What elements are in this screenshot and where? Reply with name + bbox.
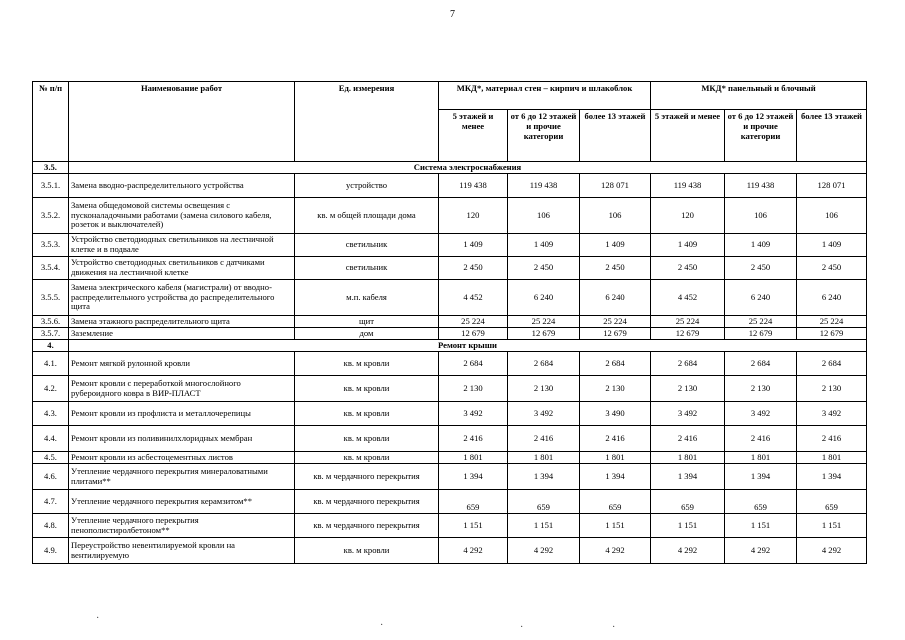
value-cell: 2 416 (508, 426, 580, 452)
unit-cell: кв. м кровли (295, 426, 439, 452)
value-cell: 25 224 (508, 316, 580, 328)
scan-mark: · (380, 620, 384, 631)
section-title: Ремонт крыши (69, 340, 867, 352)
works-cost-table (32, 81, 867, 564)
value-cell: 2 450 (797, 257, 867, 280)
unit-cell: светильник (295, 257, 439, 280)
value-cell: 1 409 (580, 234, 651, 257)
row-number: 3.5.3. (33, 234, 69, 257)
value-cell: 1 801 (725, 452, 797, 464)
value-cell: 1 409 (725, 234, 797, 257)
value-cell: 2 416 (580, 426, 651, 452)
header-name: Наименование работ (69, 82, 295, 162)
header-group-brick: МКД*, материал стен – кирпич и шлакоблок (439, 82, 651, 110)
value-cell: 128 071 (580, 174, 651, 198)
value-cell: 4 292 (725, 538, 797, 564)
section-number: 3.5. (33, 162, 69, 174)
value-cell: 12 679 (651, 328, 725, 340)
scan-mark: · (520, 622, 524, 633)
value-cell: 1 801 (508, 452, 580, 464)
header-sub: 5 этажей и менее (651, 110, 725, 162)
work-name: Ремонт кровли из профлиста и металлочерепицы (69, 402, 295, 426)
row-number: 3.5.4. (33, 257, 69, 280)
header-sub: более 13 этажей (580, 110, 651, 162)
value-cell: 2 684 (725, 352, 797, 376)
header-unit: Ед. измерения (295, 82, 439, 162)
table-row (33, 328, 867, 340)
table-row (33, 234, 867, 257)
value-cell: 2 684 (439, 352, 508, 376)
value-cell: 3 492 (797, 402, 867, 426)
value-cell: 2 684 (508, 352, 580, 376)
row-number: 4.4. (33, 426, 69, 452)
value-cell: 4 292 (439, 538, 508, 564)
value-cell: 2 684 (580, 352, 651, 376)
table-row (33, 316, 867, 328)
row-number: 3.5.5. (33, 280, 69, 316)
value-cell: 4 292 (508, 538, 580, 564)
value-cell: 119 438 (508, 174, 580, 198)
value-cell: 2 416 (439, 426, 508, 452)
unit-cell: кв. м чердачного перекрытия (295, 464, 439, 490)
value-cell: 119 438 (439, 174, 508, 198)
value-cell: 6 240 (508, 280, 580, 316)
section-row (33, 162, 867, 174)
value-cell: 3 490 (580, 402, 651, 426)
value-cell: 12 679 (508, 328, 580, 340)
value-cell: 106 (797, 198, 867, 234)
value-cell: 1 801 (580, 452, 651, 464)
value-cell: 25 224 (651, 316, 725, 328)
value-cell: 659 (651, 490, 725, 514)
header-num: № п/п (33, 82, 69, 162)
work-name: Заземление (69, 328, 295, 340)
value-cell: 659 (580, 490, 651, 514)
value-cell: 1 801 (797, 452, 867, 464)
row-number: 4.9. (33, 538, 69, 564)
value-cell: 1 394 (725, 464, 797, 490)
row-number: 4.6. (33, 464, 69, 490)
page-number: 7 (450, 9, 455, 20)
row-number: 3.5.2. (33, 198, 69, 234)
unit-cell: кв. м кровли (295, 538, 439, 564)
table-row (33, 426, 867, 452)
value-cell: 1 394 (797, 464, 867, 490)
value-cell: 1 409 (439, 234, 508, 257)
value-cell: 1 409 (508, 234, 580, 257)
value-cell: 1 801 (651, 452, 725, 464)
value-cell: 12 679 (439, 328, 508, 340)
value-cell: 4 292 (651, 538, 725, 564)
unit-cell: щит (295, 316, 439, 328)
value-cell: 6 240 (797, 280, 867, 316)
value-cell: 106 (508, 198, 580, 234)
table-row (33, 538, 867, 564)
header-sub: от 6 до 12 этажей и прочие категории (725, 110, 797, 162)
value-cell: 1 409 (651, 234, 725, 257)
table-row (33, 464, 867, 490)
value-cell: 106 (725, 198, 797, 234)
value-cell: 2 130 (580, 376, 651, 402)
value-cell: 1 394 (651, 464, 725, 490)
value-cell: 659 (797, 490, 867, 514)
value-cell: 2 130 (651, 376, 725, 402)
row-number: 3.5.7. (33, 328, 69, 340)
value-cell: 6 240 (725, 280, 797, 316)
value-cell: 1 394 (439, 464, 508, 490)
work-name: Ремонт кровли из поливинилхлоридных мембран (69, 426, 295, 452)
work-name: Замена вводно-распределительного устройства (69, 174, 295, 198)
value-cell: 120 (651, 198, 725, 234)
row-number: 4.8. (33, 514, 69, 538)
row-number: 4.1. (33, 352, 69, 376)
value-cell: 119 438 (725, 174, 797, 198)
work-name: Ремонт кровли с переработкой многослойного рубероидного ковра в ВИР-ПЛАСТ (69, 376, 295, 402)
work-name: Устройство светодиодных светильников с датчиками движения на лестничной клетке (69, 257, 295, 280)
header-group-panel: МКД* панельный и блочный (651, 82, 867, 110)
unit-cell: дом (295, 328, 439, 340)
value-cell: 4 292 (797, 538, 867, 564)
value-cell: 2 130 (725, 376, 797, 402)
row-number: 3.5.6. (33, 316, 69, 328)
value-cell: 1 409 (797, 234, 867, 257)
value-cell: 106 (580, 198, 651, 234)
row-number: 4.5. (33, 452, 69, 464)
work-name: Утепление чердачного перекрытия керамзитом** (69, 490, 295, 514)
value-cell: 1 151 (651, 514, 725, 538)
unit-cell: кв. м чердачного перекрытия (295, 514, 439, 538)
table-row (33, 257, 867, 280)
value-cell: 659 (439, 490, 508, 514)
table-row (33, 452, 867, 464)
work-name: Замена этажного распределительного щита (69, 316, 295, 328)
row-number: 4.2. (33, 376, 69, 402)
value-cell: 2 416 (725, 426, 797, 452)
value-cell: 2 450 (580, 257, 651, 280)
table-row (33, 402, 867, 426)
value-cell: 119 438 (651, 174, 725, 198)
header-sub: 5 этажей и менее (439, 110, 508, 162)
table-row (33, 352, 867, 376)
value-cell: 659 (508, 490, 580, 514)
scan-mark: · (612, 622, 616, 633)
value-cell: 1 151 (439, 514, 508, 538)
work-name: Ремонт кровли из асбестоцементных листов (69, 452, 295, 464)
value-cell: 6 240 (580, 280, 651, 316)
work-name: Ремонт мягкой рулонной кровли (69, 352, 295, 376)
value-cell: 25 224 (797, 316, 867, 328)
value-cell: 120 (439, 198, 508, 234)
section-row (33, 340, 867, 352)
work-name: Утепление чердачного перекрытия пенополистиролбетоном** (69, 514, 295, 538)
work-name: Переустройство невентилируемой кровли на вентилируемую (69, 538, 295, 564)
table-row (33, 198, 867, 234)
value-cell: 659 (725, 490, 797, 514)
value-cell: 3 492 (439, 402, 508, 426)
unit-cell: кв. м общей площади дома (295, 198, 439, 234)
value-cell: 2 450 (725, 257, 797, 280)
value-cell: 3 492 (508, 402, 580, 426)
value-cell: 25 224 (439, 316, 508, 328)
table-row (33, 174, 867, 198)
value-cell: 4 452 (651, 280, 725, 316)
value-cell: 2 416 (651, 426, 725, 452)
value-cell: 3 492 (725, 402, 797, 426)
value-cell: 1 394 (580, 464, 651, 490)
value-cell: 12 679 (725, 328, 797, 340)
unit-cell: кв. м чердачного перекрытия (295, 490, 439, 514)
value-cell: 2 450 (439, 257, 508, 280)
table-row (33, 376, 867, 402)
value-cell: 1 394 (508, 464, 580, 490)
header-sub: более 13 этажей (797, 110, 867, 162)
unit-cell: светильник (295, 234, 439, 257)
value-cell: 25 224 (725, 316, 797, 328)
value-cell: 128 071 (797, 174, 867, 198)
value-cell: 12 679 (580, 328, 651, 340)
value-cell: 3 492 (651, 402, 725, 426)
section-title: Система электроснабжения (69, 162, 867, 174)
value-cell: 2 130 (797, 376, 867, 402)
value-cell: 2 450 (651, 257, 725, 280)
unit-cell: кв. м кровли (295, 376, 439, 402)
value-cell: 25 224 (580, 316, 651, 328)
table-row (33, 490, 867, 514)
value-cell: 12 679 (797, 328, 867, 340)
value-cell: 1 151 (725, 514, 797, 538)
value-cell: 4 452 (439, 280, 508, 316)
work-name: Устройство светодиодных светильников на лестничной клетке и в подвале (69, 234, 295, 257)
work-name: Замена электрического кабеля (магистрали) от вводно-распределительного устройства до распределительного щита (69, 280, 295, 316)
header-sub: от 6 до 12 этажей и прочие категории (508, 110, 580, 162)
value-cell: 1 151 (797, 514, 867, 538)
value-cell: 2 130 (508, 376, 580, 402)
value-cell: 4 292 (580, 538, 651, 564)
work-name: Утепление чердачного перекрытия минераловатными плитами** (69, 464, 295, 490)
scan-mark: · (96, 613, 100, 624)
value-cell: 2 684 (651, 352, 725, 376)
value-cell: 2 416 (797, 426, 867, 452)
table-row (33, 280, 867, 316)
table-row (33, 514, 867, 538)
value-cell: 1 151 (508, 514, 580, 538)
unit-cell: устройство (295, 174, 439, 198)
section-number: 4. (33, 340, 69, 352)
row-number: 4.7. (33, 490, 69, 514)
value-cell: 1 801 (439, 452, 508, 464)
row-number: 3.5.1. (33, 174, 69, 198)
unit-cell: кв. м кровли (295, 402, 439, 426)
unit-cell: м.п. кабеля (295, 280, 439, 316)
unit-cell: кв. м кровли (295, 352, 439, 376)
value-cell: 1 151 (580, 514, 651, 538)
value-cell: 2 130 (439, 376, 508, 402)
value-cell: 2 450 (508, 257, 580, 280)
row-number: 4.3. (33, 402, 69, 426)
value-cell: 2 684 (797, 352, 867, 376)
work-name: Замена общедомовой системы освещения с пусконаладочными работами (замена силового кабеля, розеток и выключателей) (69, 198, 295, 234)
unit-cell: кв. м кровли (295, 452, 439, 464)
